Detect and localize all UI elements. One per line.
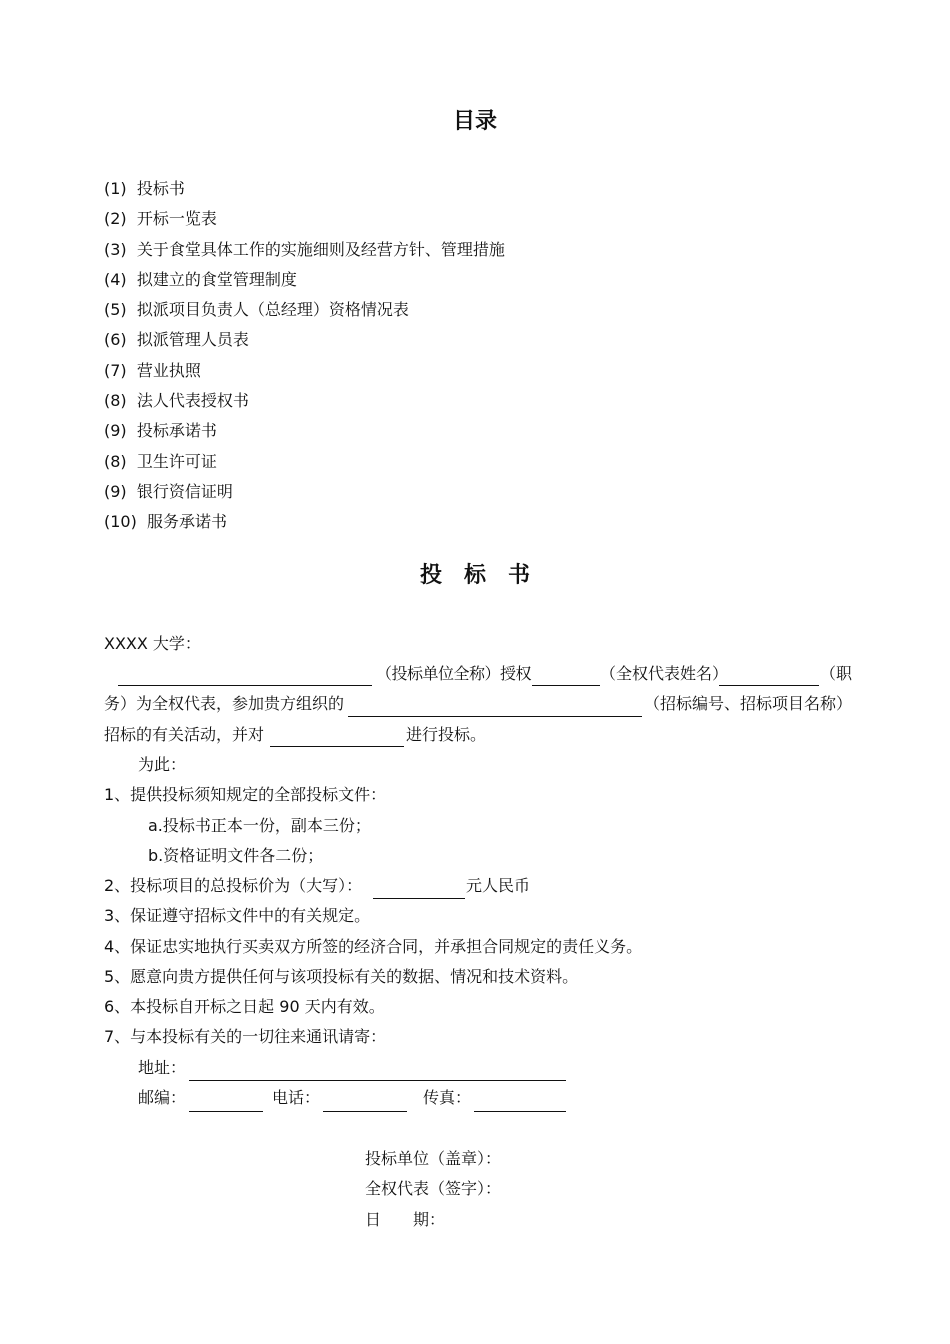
- item-2-currency: 元人民币: [466, 876, 531, 895]
- representative-name-label: （全权代表姓名）: [600, 664, 729, 683]
- signature-unit: 投标单位（盖章）：: [365, 1149, 502, 1168]
- toc-item: [104, 512, 505, 542]
- toc-item: [104, 330, 505, 360]
- toc-title: 目录: [452, 109, 497, 134]
- toc-item: [104, 391, 505, 421]
- toc-item-number: (8): [104, 451, 127, 471]
- item-4: 4、保证忠实地执行买卖双方所签的经济合同，并承担合同规定的责任义务。: [104, 937, 643, 956]
- toc-item: [104, 240, 505, 270]
- signature-representative: 全权代表（签字）：: [365, 1179, 502, 1198]
- toc-item-text: 开标一览表: [136, 209, 217, 229]
- toc-item-number: (3): [104, 239, 127, 259]
- therefore-text: 为此：: [138, 755, 187, 774]
- toc-list: [104, 179, 505, 543]
- toc-item: [104, 452, 505, 482]
- tender-number-blank[interactable]: [348, 716, 642, 717]
- postcode-label: 邮编：: [138, 1088, 187, 1107]
- address-blank[interactable]: [189, 1080, 566, 1081]
- position-blank[interactable]: [719, 685, 819, 686]
- toc-item-text: 营业执照: [136, 360, 201, 380]
- toc-item-text: 拟派管理人员表: [136, 330, 249, 350]
- toc-item: [104, 482, 505, 512]
- toc-item: [104, 270, 505, 300]
- position-label-end: 务）为全权代表，参加贵方组织的: [104, 694, 345, 713]
- postcode-blank[interactable]: [189, 1111, 263, 1112]
- toc-item-text: 投标书: [136, 179, 185, 198]
- address-label: 地址：: [138, 1058, 187, 1077]
- signature-date: 日 期：: [365, 1210, 446, 1229]
- toc-item-text: 拟派项目负责人（总经理）资格情况表: [136, 300, 409, 320]
- phone-label: 电话：: [272, 1088, 321, 1107]
- bid-subject-blank[interactable]: [270, 746, 404, 747]
- item-1a: a.投标书正本一份，副本三份；: [148, 816, 371, 835]
- toc-item-number: (1): [104, 179, 127, 198]
- toc-item-number: (5): [104, 300, 127, 320]
- item-6: 6、本投标自开标之日起 90 天内有效。: [104, 997, 385, 1016]
- fax-blank[interactable]: [474, 1111, 566, 1112]
- item-1: 1、提供投标须知规定的全部投标文件：: [104, 785, 387, 804]
- toc-item: [104, 209, 505, 239]
- item-2: 2、投标项目的总投标价为（大写）：: [104, 876, 363, 895]
- toc-item-text: 卫生许可证: [136, 451, 217, 471]
- representative-name-blank[interactable]: [532, 685, 600, 686]
- item-1b: b.资格证明文件各二份；: [148, 846, 324, 865]
- item-3: 3、保证遵守招标文件中的有关规定。: [104, 906, 371, 925]
- total-price-blank[interactable]: [373, 898, 465, 899]
- toc-item-number: (10): [104, 512, 137, 532]
- toc-item-text: 法人代表授权书: [136, 391, 249, 411]
- bid-title: 投标书: [419, 563, 552, 588]
- toc-item-text: 投标承诺书: [136, 421, 217, 441]
- addressee: XXXX 大学：: [104, 634, 201, 653]
- toc-item-number: (2): [104, 209, 127, 229]
- toc-item-number: (6): [104, 330, 127, 350]
- toc-item-number: (9): [104, 481, 127, 501]
- toc-item-number: (8): [104, 391, 127, 411]
- toc-item: [104, 421, 505, 451]
- item-5: 5、愿意向贵方提供任何与该项投标有关的数据、情况和技术资料。: [104, 967, 579, 986]
- toc-item: [104, 300, 505, 330]
- fax-label: 传真：: [423, 1088, 472, 1107]
- toc-item-number: (9): [104, 421, 127, 441]
- item-7: 7、与本投标有关的一切往来通讯请寄：: [104, 1027, 387, 1046]
- toc-item: [104, 361, 505, 391]
- toc-item: [104, 179, 505, 209]
- bid-text: 进行投标。: [406, 725, 487, 744]
- phone-blank[interactable]: [323, 1111, 407, 1112]
- tender-number-label: （招标编号、招标项目名称）: [644, 694, 853, 713]
- bidder-name-blank[interactable]: [118, 685, 372, 686]
- toc-item-number: (4): [104, 269, 127, 289]
- toc-item-text: 服务承诺书: [147, 512, 228, 532]
- activity-text: 招标的有关活动，并对: [104, 725, 265, 744]
- toc-item-number: (7): [104, 360, 127, 380]
- toc-item-text: 拟建立的食堂管理制度: [136, 269, 297, 289]
- position-label-start: （职: [820, 664, 853, 683]
- toc-item-text: 关于食堂具体工作的实施细则及经营方针、管理措施: [136, 239, 505, 259]
- bidder-name-label: （投标单位全称）授权: [376, 664, 532, 683]
- toc-item-text: 银行资信证明: [136, 481, 233, 501]
